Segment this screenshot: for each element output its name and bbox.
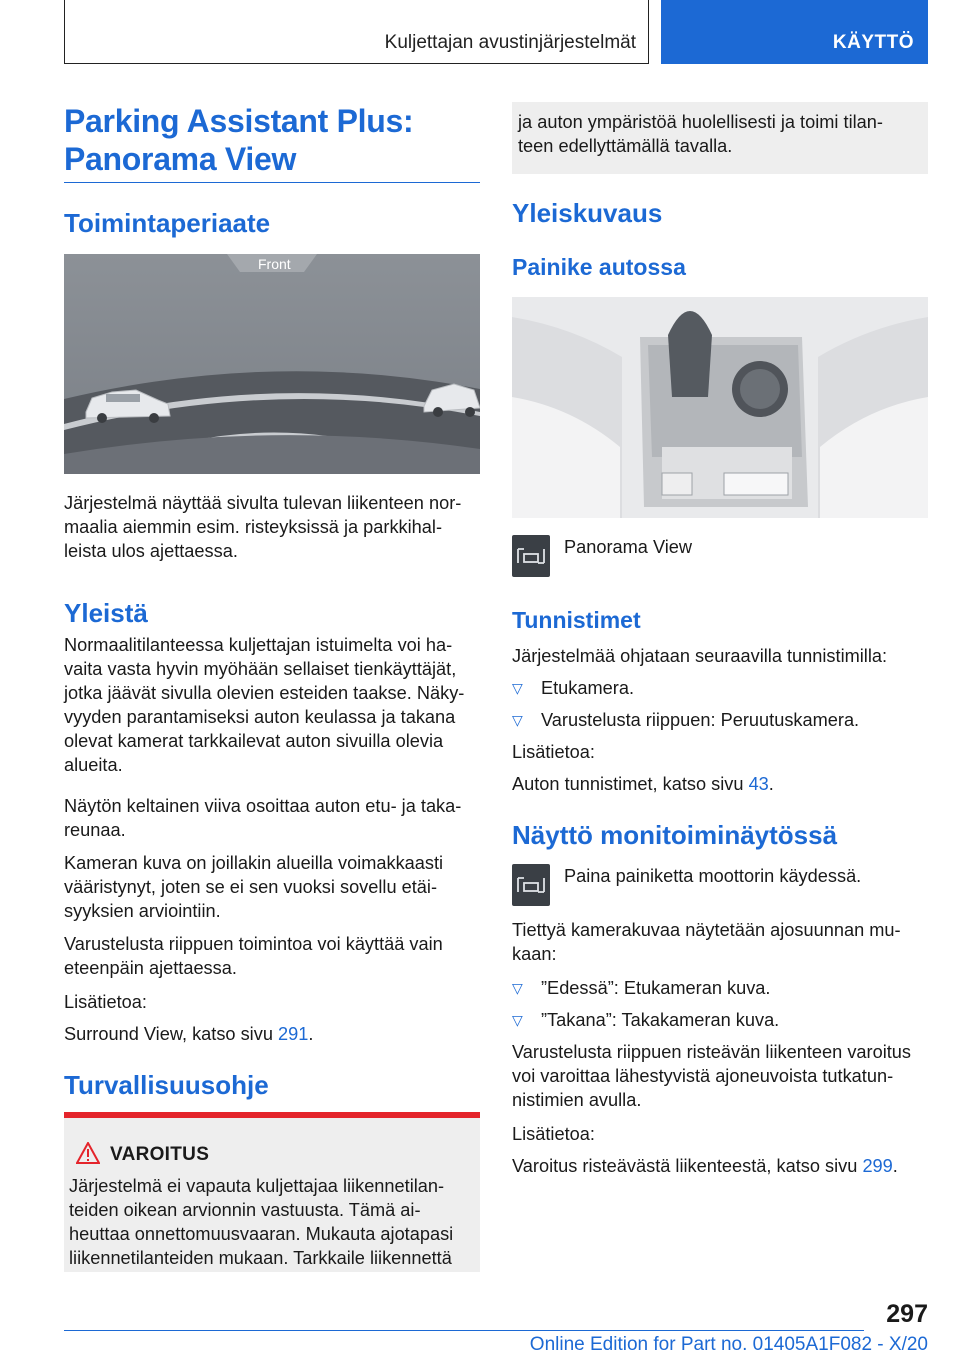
yellow-line-paragraph [64,794,484,842]
text-line: eteenpäin ajettaessa. [64,958,237,978]
list-item-text: Etukamera. [541,678,634,698]
text-line: voi varoittaa lähestyvistä ajoneuvoista tutkatun- [512,1066,894,1086]
cross-traffic-paragraph [512,1040,942,1112]
sensors-intro: Järjestelmää ohjataan seuraavilla tunnistimilla: [512,646,888,666]
reference-text: Surround View, katso sivu [64,1024,278,1044]
camera-paragraph [64,851,484,923]
front-label: Front [258,256,291,272]
center-console-graphic [512,297,928,518]
reference-dot: . [892,1156,898,1176]
page-link-43[interactable]: 43 [748,774,769,794]
title-line-2: Panorama View [64,141,297,177]
text-line: vaita vasta hyvin myöhään sellaiset tienkäyttäjät, [64,659,457,679]
panorama-illustration [64,254,480,474]
list-item [512,1008,928,1032]
page-link-291[interactable]: 291 [278,1024,309,1044]
more-info-label: Lisätietoa: [512,742,595,762]
text-line: reunaa. [64,820,126,840]
reference-dot: . [768,774,774,794]
reference-text: Varoitus risteävästä liikenteestä, katso sivu [512,1156,863,1176]
reference-text: Auton tunnistimet, katso sivu [512,774,749,794]
camera-view-icon [512,535,550,577]
text-line: syyksien arviointiin. [64,901,221,921]
bullet-triangle-icon: ▽ [512,680,523,696]
list-item-text: Varustelusta riippuen: Peruutuskamera. [541,710,860,730]
text-line: ja auton ympäristöä huolellisesti ja toimi tilan- [518,112,883,132]
page-title [64,102,480,178]
text-line: heuttaa onnettomuusvaaran. Mukauta ajotapasi [69,1224,454,1244]
bullet-triangle-icon: ▽ [512,980,523,996]
text-line: liikennetilanteiden mukaan. Tarkkaile liikennettä [69,1248,452,1268]
heading-button-in-car: Painike autossa [512,254,686,280]
heading-display: Näyttö monitoiminäytössä [512,820,838,850]
text-line: nistimien avulla. [512,1090,642,1110]
general-paragraph [64,633,484,777]
bullet-triangle-icon: ▽ [512,1012,523,1028]
warning-title: VAROITUS [110,1144,210,1165]
list-item [512,708,928,732]
cross-traffic-reference [512,1154,898,1178]
camera-view-icon [512,864,550,906]
text-line: alueita. [64,755,123,775]
list-item-text: ”Takana”: Takakameran kuva. [541,1010,780,1030]
more-info-label: Lisätietoa: [64,992,147,1012]
more-info-label: Lisätietoa: [512,1124,595,1144]
panorama-view-graphic [64,254,480,474]
text-line: Tiettyä kamerakuvaa näytetään ajosuunnan mu- [512,920,901,940]
page-number: 297 [886,1300,928,1328]
section-title: Kuljettajan avustinjärjestelmät [384,32,636,53]
list-item [512,676,928,700]
sensor-reference [512,772,774,796]
chapter-title: KÄYTTÖ [832,32,914,53]
text-line: Kameran kuva on joillakin alueilla voimakkaasti [64,853,444,873]
list-item-text: ”Edessä”: Etukameran kuva. [541,978,771,998]
title-line-1: Parking Assistant Plus: [64,103,414,139]
section-tab [64,0,649,64]
text-line: Järjestelmä ei vapauta kuljettajaa liikennetilan- [69,1176,445,1196]
page-header [64,0,928,64]
text-line: Varustelusta riippuen risteävän liikenteen varoitus [512,1042,911,1062]
text-line: teiden oikean arvionnin vastuusta. Tämä ai- [69,1200,421,1220]
button-label: Panorama View [564,537,693,557]
title-divider [64,182,480,183]
text-line: Normaalitilanteessa kuljettajan istuimelta voi ha- [64,635,453,655]
heading-sensors: Tunnistimet [512,607,641,633]
text-line: olevat kamerat tarkkailevat auton sivuilla olevia [64,731,444,751]
chapter-tab [661,0,928,64]
text-line: Järjestelmä näyttää sivulta tulevan liikenteen nor- [64,493,462,513]
continuation-text [518,110,928,158]
text-line: maalia aiemmin esim. risteyksissä ja parkkihal- [64,517,443,537]
footer-divider [64,1330,864,1331]
warning-box [64,1112,480,1272]
warning-text [69,1174,477,1270]
heading-general: Yleistä [64,598,148,628]
page-link-299[interactable]: 299 [862,1156,893,1176]
text-line: vääristynyt, joten se ei sen vuoksi sovellu etäi- [64,877,438,897]
text-line: Varustelusta riippuen toimintoa voi käyttää vain [64,934,443,954]
principle-paragraph [64,491,484,563]
console-illustration [512,297,928,518]
text-line: kaan: [512,944,557,964]
warning-triangle-icon [76,1142,100,1164]
press-instruction: Paina painiketta moottorin käydessä. [564,866,862,886]
heading-overview: Yleiskuvaus [512,198,663,228]
text-line: jotka jäävät sivulla olevien esteiden taakse. Näky- [64,683,465,703]
direction-paragraph [512,918,932,966]
heading-safety: Turvallisuusohje [64,1070,269,1100]
text-line: vyyden parantamiseksi auton keulassa ja takana [64,707,456,727]
text-line: teen edellyttämällä tavalla. [518,136,733,156]
panorama-view-button-icon [512,535,550,577]
heading-principle: Toimintaperiaate [64,208,271,238]
reference-dot: . [308,1024,314,1044]
equipment-paragraph [64,932,484,980]
surround-view-reference [64,1022,313,1046]
edition-footer: Online Edition for Part no. 01405A1F082 - X/20 [529,1334,928,1355]
text-line: Näytön keltainen viiva osoittaa auton etu- ja taka- [64,796,462,816]
bullet-triangle-icon: ▽ [512,712,523,728]
panorama-view-button-icon [512,864,550,906]
list-item [512,976,928,1000]
text-line: leista ulos ajettaessa. [64,541,238,561]
warning-continuation [512,102,928,174]
